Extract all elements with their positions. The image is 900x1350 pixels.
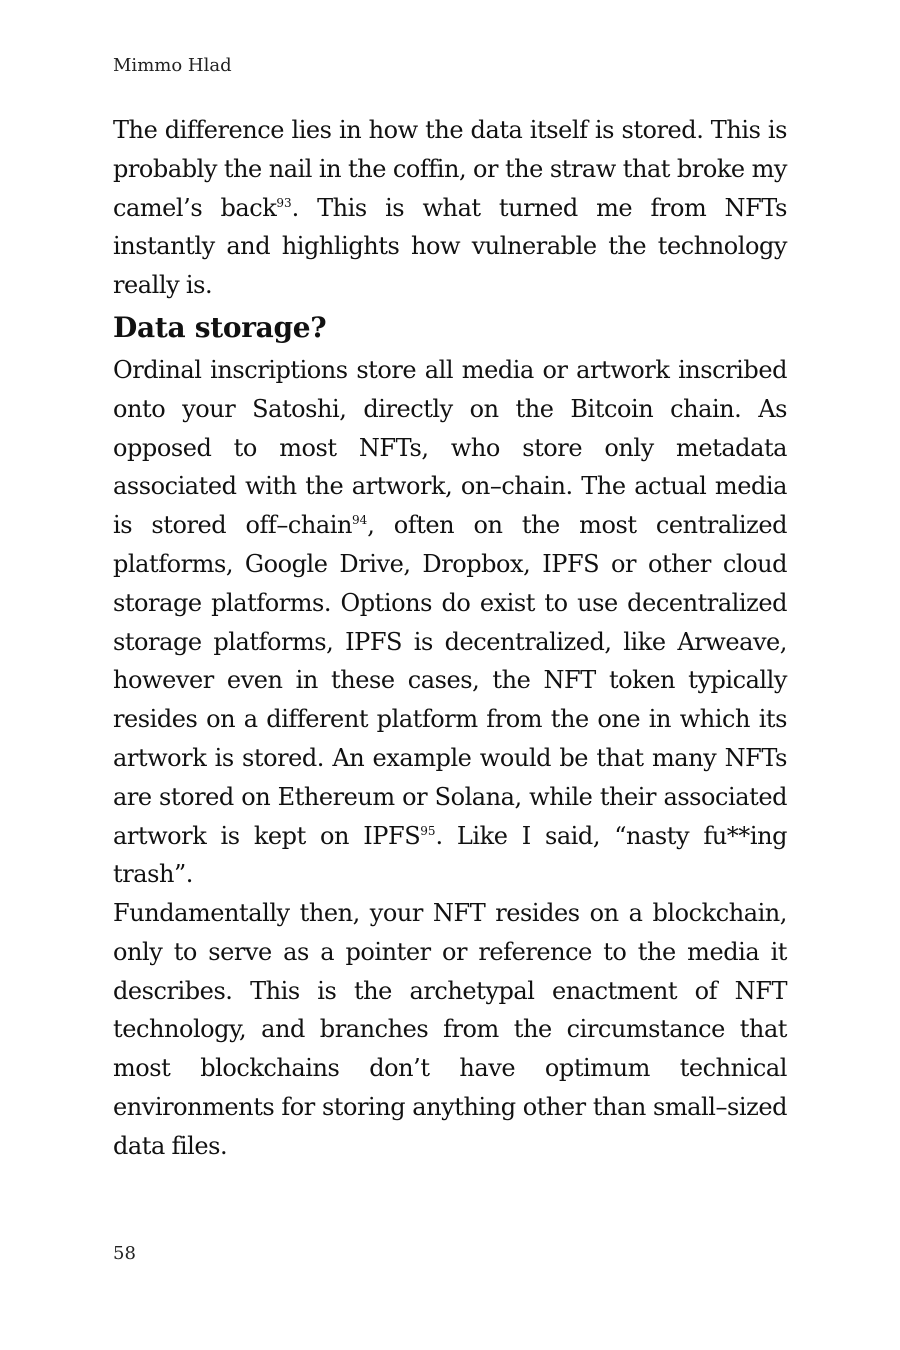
paragraph-data-storage	[113, 351, 787, 894]
page-body	[113, 111, 788, 1160]
paragraph-intro	[113, 111, 787, 305]
running-header-author: Mimmo Hlad	[113, 55, 232, 76]
footnote-ref-95[interactable]: 95	[420, 823, 436, 838]
footnote-ref-93[interactable]: 93	[276, 195, 292, 210]
paragraph-data-storage-text-1: Ordinal inscriptions store all media or artwork inscribed onto your Satoshi, directly on the Bitcoin chain. As opposed to most NFTs, who store only metadata associated with the artwork, on–chain. The actual media is stored off–chain	[113, 356, 787, 540]
paragraph-intro-text-end: . This is what turned me from NFTs instantly and highlights how vulnerable the technology really is.	[113, 193, 787, 300]
page-number: 58	[113, 1243, 136, 1264]
section-heading: Data storage?	[113, 311, 327, 344]
footnote-ref-94[interactable]: 94	[352, 513, 368, 528]
paragraph-fundamentally: Fundamentally then, your NFT resides on a blockchain, only to serve as a pointer or reference to the media it describes. This is the archetypal enactment of NFT technology, and branches from the circumstance that most blockchains don’t have optimum technical environments for storing anything other than small–sized data files.	[113, 899, 787, 1160]
paragraph-data-storage-text-2: , often on the most centralized platforms, Google Drive, Dropbox, IPFS or other cloud storage platforms. Options do exist to use decentralized storage platforms, IPFS is decentralized, like Arweave, however even in these cases, the NFT token typically resides on a different platform from the one in which its artwork is stored. An example would be that many NFTs are stored on Ethereum or Solana, while their associated artwork is kept on IPFS	[113, 511, 787, 850]
paragraph-data-storage-text-3: . Like I said, “nasty fu**ing trash”.	[113, 821, 788, 889]
paragraph-intro-text: The difference lies in how the data itself is stored. This is probably the nail in the coffin, or the straw that broke my camel’s back	[113, 116, 787, 222]
